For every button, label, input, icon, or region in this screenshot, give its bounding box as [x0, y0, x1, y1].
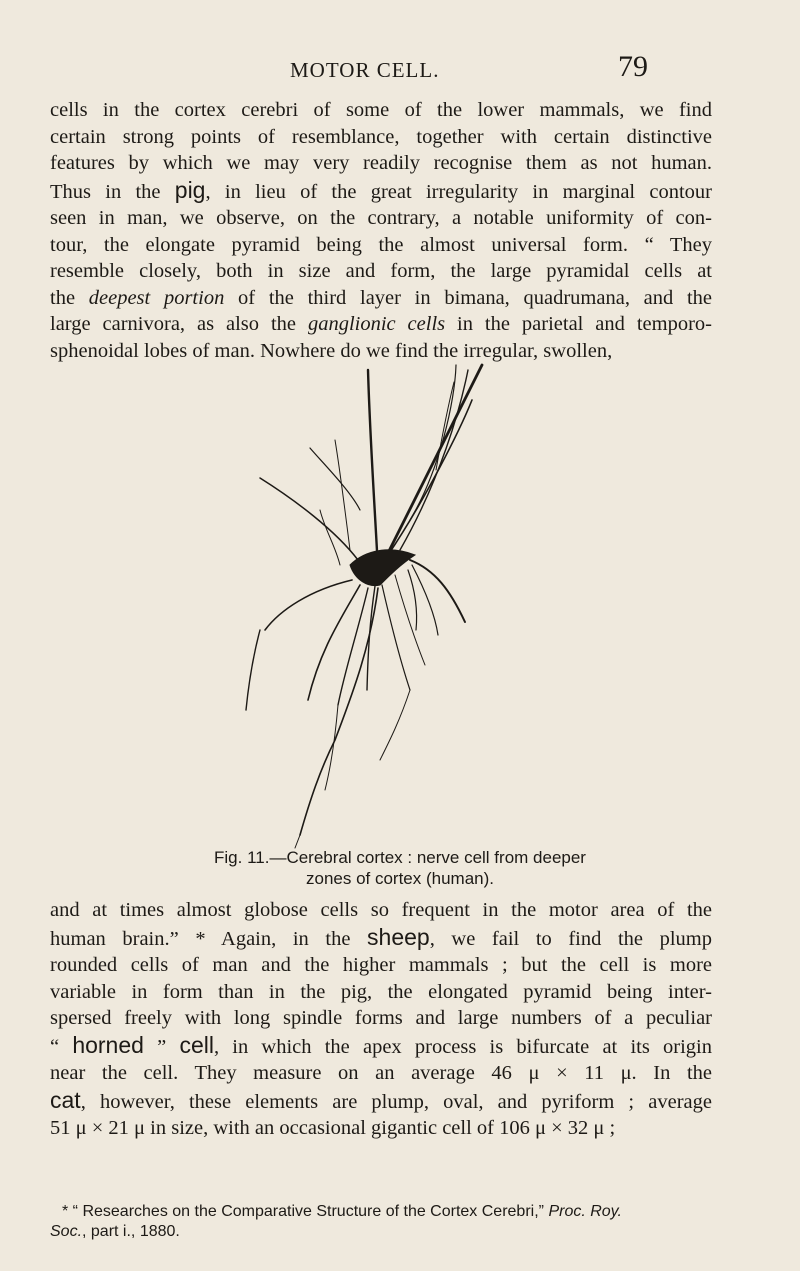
running-head: MOTOR CELL.: [290, 58, 440, 82]
footnote-text: , part i., 1880.: [82, 1223, 180, 1240]
text-line: spersed freely with long spindle forms and large numbers of a peculiar: [50, 1007, 712, 1029]
text-run: , in which the apex process is bifurcate at its origin: [213, 1035, 712, 1058]
emphasis-cat: cat: [50, 1086, 81, 1113]
text-line: seen in man, we observe, on the contrary, a notable uniformity of con-: [50, 207, 712, 229]
body-paragraph-2: [50, 897, 712, 1142]
footnote-text: * “ Researches on the Comparative Structure of the Cortex Cerebri,”: [62, 1203, 549, 1220]
figure-caption: [130, 847, 670, 889]
text-line: tour, the elongate pyramid being the almost universal form. “ They: [50, 233, 712, 256]
page-header: [0, 50, 800, 90]
dendrite: [308, 585, 360, 700]
footnote-line: [50, 1202, 712, 1222]
cell-body: [350, 550, 415, 586]
text-line: rounded cells of man and the higher mammals ; but the cell is more: [50, 954, 712, 976]
footnote-journal-cont: Soc.: [50, 1223, 83, 1240]
dendrite: [310, 448, 360, 510]
emphasis-horned: horned: [72, 1031, 144, 1058]
dendrite: [395, 575, 425, 665]
text-line: 51 μ × 21 μ in size, with an occasional gigantic cell of 106 μ × 32 μ ;: [50, 1117, 616, 1139]
text-line: variable in form than in the pig, the elongated pyramid being inter-: [50, 980, 712, 1003]
footnote: [50, 1202, 712, 1242]
footnote-line: [50, 1222, 712, 1242]
emphasis-cell: cell: [179, 1031, 214, 1058]
text-run: , we fail to find the plump: [429, 927, 712, 950]
text-line: and at times almost globose cells so frequent in the motor area of the: [50, 899, 712, 921]
emphasis-pig: pig: [174, 176, 206, 203]
text-run: , however, these elements are plump, oval, and pyriform ; average: [80, 1090, 712, 1113]
text-run: the: [50, 286, 89, 309]
text-line: cells in the cortex cerebri of some of the lower mammals, we find: [50, 99, 712, 121]
text-line: features by which we may very readily recognise them as not human.: [50, 152, 712, 174]
caption-line: Fig. 11.—Cerebral cortex : nerve cell from deeper: [214, 848, 586, 867]
text-run: of the third layer in bimana, quadrumana, and the: [224, 286, 713, 309]
text-line: [50, 177, 712, 206]
dendrite: [368, 370, 378, 570]
text-run: “: [50, 1035, 73, 1058]
dendrite: [382, 365, 482, 565]
dendrite: [246, 630, 260, 710]
emphasis-sheep: sheep: [367, 923, 430, 950]
text-line: resemble closely, both in size and form, the large pyramidal cells at: [50, 260, 712, 282]
text-run: , in lieu of the great irregularity in marginal contour: [205, 180, 712, 203]
text-line: [50, 311, 712, 338]
text-run: in the parietal and temporo-: [445, 313, 712, 335]
nerve-cell-illustration: [240, 360, 540, 850]
text-line: [50, 1032, 712, 1061]
text-run: human brain.” * Again, in the: [50, 927, 368, 950]
dendrite: [382, 585, 410, 690]
text-line: [50, 924, 712, 953]
page-number: 79: [618, 50, 648, 83]
dendrite: [410, 560, 465, 622]
dendrite: [335, 440, 350, 550]
dendrite: [380, 690, 410, 760]
text-line: [50, 285, 712, 312]
body-paragraph-1: [50, 97, 712, 364]
text-line: near the cell. They measure on an average 46 μ × 11 μ. In the: [50, 1062, 712, 1084]
text-line: [50, 1087, 712, 1116]
footnote-journal: Proc. Roy.: [548, 1203, 622, 1220]
italic-ganglionic-cells: ganglionic cells: [307, 313, 446, 335]
dendrite: [260, 478, 358, 560]
text-line: certain strong points of resemblance, together with certain distinctive: [50, 125, 712, 148]
text-line: sphenoidal lobes of man. Nowhere do we find the irregular, swollen,: [50, 339, 613, 362]
text-run: large carnivora, as also the: [50, 313, 308, 335]
axon: [300, 588, 378, 835]
dendrite: [338, 588, 368, 705]
caption-line: zones of cortex (human).: [305, 869, 495, 888]
text-run: ”: [143, 1035, 180, 1058]
text-run: Thus in the: [50, 180, 175, 203]
italic-deepest-portion: deepest portion: [88, 286, 225, 309]
